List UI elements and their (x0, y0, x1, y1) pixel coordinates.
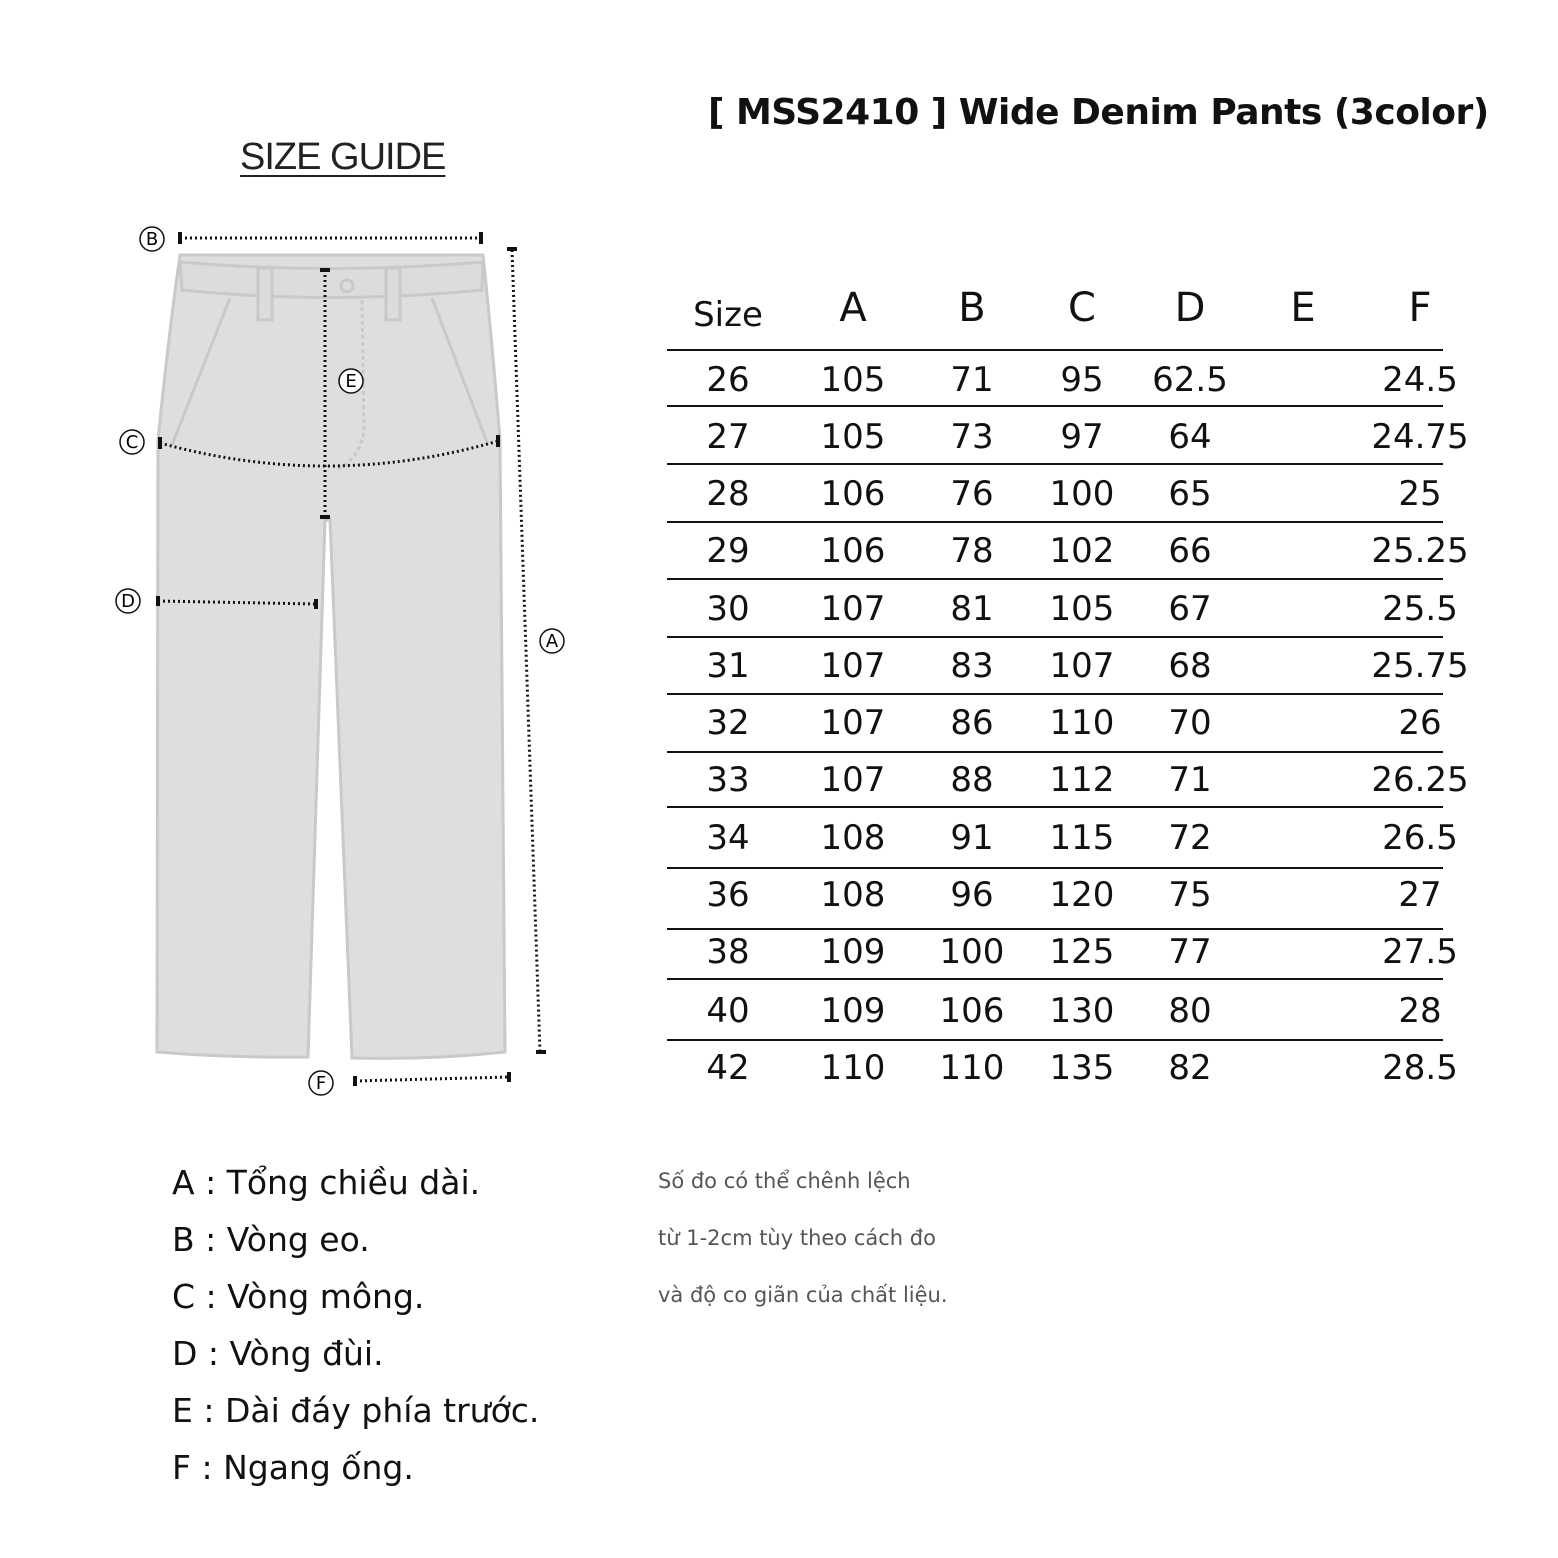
table-cell-a: 108 (820, 818, 886, 858)
marker-label-d: D (121, 591, 135, 612)
size-guide-heading: SIZE GUIDE (240, 136, 446, 178)
table-cell-c: 102 (1049, 531, 1115, 571)
table-cell-size: 42 (706, 1048, 750, 1088)
table-cell-size: 32 (706, 703, 750, 743)
marker-label-b: B (145, 229, 159, 250)
table-cell-b: 73 (950, 417, 994, 457)
table-cell-d: 70 (1168, 703, 1212, 743)
table-cell-d: 77 (1168, 932, 1212, 972)
column-header-size: Size (693, 295, 763, 335)
table-cell-d: 65 (1168, 474, 1212, 514)
table-cell-d: 72 (1168, 818, 1212, 858)
table-cell-size: 40 (706, 991, 750, 1031)
table-cell-b: 81 (950, 589, 994, 629)
row-divider (667, 978, 1443, 980)
table-cell-a: 107 (820, 646, 886, 686)
pants-outline (157, 255, 505, 1058)
table-cell-size: 33 (706, 760, 750, 800)
table-cell-size: 30 (706, 589, 750, 629)
marker-label-e: E (345, 371, 357, 392)
table-cell-a: 109 (820, 932, 886, 972)
row-divider (667, 521, 1443, 523)
note-line: và độ co giãn của chất liệu. (658, 1283, 948, 1307)
table-cell-d: 62.5 (1152, 360, 1228, 400)
table-cell-c: 115 (1049, 818, 1115, 858)
table-cell-size: 34 (706, 818, 750, 858)
table-cell-a: 106 (820, 474, 886, 514)
table-cell-d: 68 (1168, 646, 1212, 686)
legend-item: A : Tổng chiều dài. (172, 1163, 481, 1202)
table-cell-d: 67 (1168, 589, 1212, 629)
table-cell-c: 100 (1049, 474, 1115, 514)
table-cell-f: 25.25 (1371, 531, 1469, 571)
marker-label-c: C (125, 432, 139, 453)
table-cell-c: 130 (1049, 991, 1115, 1031)
table-cell-f: 26 (1398, 703, 1442, 743)
product-title: [ MSS2410 ] Wide Denim Pants (3color) (708, 92, 1489, 133)
table-cell-c: 125 (1049, 932, 1115, 972)
table-cell-d: 64 (1168, 417, 1212, 457)
table-cell-f: 28.5 (1382, 1048, 1458, 1088)
table-cell-size: 26 (706, 360, 750, 400)
table-cell-size: 38 (706, 932, 750, 972)
table-cell-a: 110 (820, 1048, 886, 1088)
row-divider (667, 405, 1443, 407)
row-divider (667, 806, 1443, 808)
table-cell-d: 80 (1168, 991, 1212, 1031)
waistband (180, 262, 483, 298)
table-cell-a: 107 (820, 589, 886, 629)
row-divider (667, 751, 1443, 753)
table-cell-d: 75 (1168, 875, 1212, 915)
column-header-a: A (839, 285, 867, 331)
table-cell-b: 106 (939, 991, 1005, 1031)
belt-loop (258, 268, 272, 320)
table-cell-c: 135 (1049, 1048, 1115, 1088)
legend-item: F : Ngang ống. (172, 1448, 414, 1487)
table-cell-d: 82 (1168, 1048, 1212, 1088)
table-cell-b: 110 (939, 1048, 1005, 1088)
table-cell-f: 25.5 (1382, 589, 1458, 629)
table-cell-a: 105 (820, 417, 886, 457)
table-cell-b: 100 (939, 932, 1005, 972)
table-cell-f: 25.75 (1371, 646, 1469, 686)
table-cell-c: 110 (1049, 703, 1115, 743)
table-cell-c: 105 (1049, 589, 1115, 629)
table-cell-f: 26.5 (1382, 818, 1458, 858)
row-divider (667, 578, 1443, 580)
row-divider (667, 463, 1443, 465)
table-cell-f: 26.25 (1371, 760, 1469, 800)
row-divider (667, 349, 1443, 351)
row-divider (667, 1039, 1443, 1041)
table-cell-b: 86 (950, 703, 994, 743)
table-cell-f: 28 (1398, 991, 1442, 1031)
table-cell-a: 105 (820, 360, 886, 400)
table-cell-a: 107 (820, 703, 886, 743)
table-cell-b: 71 (950, 360, 994, 400)
table-cell-c: 97 (1060, 417, 1104, 457)
table-cell-size: 28 (706, 474, 750, 514)
belt-loop (386, 268, 400, 320)
table-cell-size: 27 (706, 417, 750, 457)
table-cell-c: 120 (1049, 875, 1115, 915)
table-cell-f: 27.5 (1382, 932, 1458, 972)
column-header-c: C (1068, 285, 1096, 331)
table-cell-b: 76 (950, 474, 994, 514)
table-cell-a: 109 (820, 991, 886, 1031)
table-cell-a: 107 (820, 760, 886, 800)
row-divider (667, 693, 1443, 695)
table-cell-b: 91 (950, 818, 994, 858)
row-divider (667, 928, 1443, 930)
column-header-d: D (1174, 285, 1206, 331)
table-cell-f: 24.75 (1371, 417, 1469, 457)
column-header-b: B (958, 285, 986, 331)
marker-label-f: F (315, 1073, 327, 1094)
table-cell-f: 27 (1398, 875, 1442, 915)
table-cell-c: 107 (1049, 646, 1115, 686)
column-header-f: F (1408, 285, 1432, 331)
table-cell-size: 31 (706, 646, 750, 686)
table-cell-size: 36 (706, 875, 750, 915)
table-cell-b: 83 (950, 646, 994, 686)
row-divider (667, 867, 1443, 869)
table-cell-b: 96 (950, 875, 994, 915)
column-header-e: E (1290, 285, 1316, 331)
table-cell-c: 112 (1049, 760, 1115, 800)
table-cell-f: 24.5 (1382, 360, 1458, 400)
legend-item: D : Vòng đùi. (172, 1334, 384, 1373)
note-line: Số đo có thể chênh lệch (658, 1169, 911, 1193)
legend-item: C : Vòng mông. (172, 1277, 425, 1316)
legend-item: B : Vòng eo. (172, 1220, 370, 1259)
table-cell-d: 66 (1168, 531, 1212, 571)
table-cell-c: 95 (1060, 360, 1104, 400)
table-cell-a: 106 (820, 531, 886, 571)
legend-item: E : Dài đáy phía trước. (172, 1391, 540, 1430)
table-cell-b: 88 (950, 760, 994, 800)
table-cell-f: 25 (1398, 474, 1442, 514)
marker-label-a: A (545, 631, 559, 652)
table-cell-a: 108 (820, 875, 886, 915)
table-cell-b: 78 (950, 531, 994, 571)
table-cell-size: 29 (706, 531, 750, 571)
row-divider (667, 636, 1443, 638)
note-line: từ 1-2cm tùy theo cách đo (658, 1226, 936, 1250)
table-cell-d: 71 (1168, 760, 1212, 800)
